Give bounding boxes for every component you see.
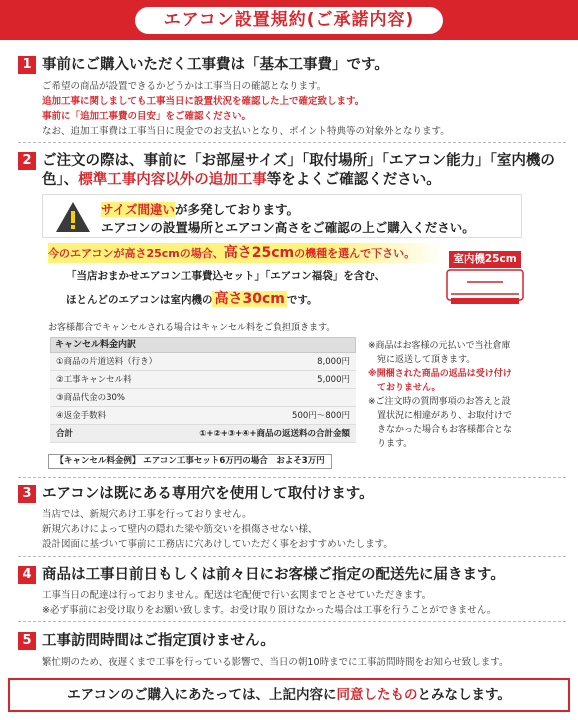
table-row bbox=[50, 389, 356, 407]
page-title: エアコン設置規約(ご承諾内容) bbox=[135, 7, 443, 34]
note-line: 宛に返送して頂きます。 bbox=[377, 355, 476, 365]
air-conditioner-icon bbox=[445, 268, 525, 308]
note-line: きなかった場合もお客様都合とな bbox=[377, 425, 513, 435]
divider bbox=[18, 142, 566, 143]
footer-text: とみなします。 bbox=[417, 687, 511, 703]
row-label: ③商品代金の30% bbox=[56, 393, 126, 403]
title-text: 等をよくご確認ください。 bbox=[266, 172, 441, 188]
height-text: の機種を選んで下さい。 bbox=[294, 247, 416, 260]
body-line: 設計図面に基づいて事前に工務店に穴あけしていただく事をおすすめいたします。 bbox=[42, 539, 393, 550]
footer-text: エアコンのご購入にあたっては、上記内容に bbox=[67, 687, 337, 703]
row-value: 8,000円 bbox=[317, 357, 350, 367]
warning-line1 bbox=[101, 200, 299, 218]
body-line: なお、追加工事費は工事当日に現金でのお支払いとなり、ポイント特典等の対象外となります。 bbox=[42, 126, 450, 137]
section-title: エアコンは既にある専用穴を使用して取付けます。 bbox=[42, 486, 374, 502]
section-title-line2 bbox=[42, 170, 441, 190]
row-value: 500円〜800円 bbox=[292, 411, 350, 421]
note-line: ります。 bbox=[377, 439, 413, 449]
cancel-note: お客様都合でキャンセルされる場合はキャンセル料をご負担頂きます。 bbox=[48, 323, 336, 333]
table-header: キャンセル料金内訳 bbox=[50, 337, 356, 353]
section-number: 2 bbox=[18, 152, 36, 170]
title-text: 色」、 bbox=[42, 172, 79, 188]
row-label: ①商品の片道送料（行き） bbox=[56, 357, 158, 367]
section-title: 事前にご購入いただく工事費は「基本工事費」です。 bbox=[42, 57, 389, 73]
warning-text: が多発しております。 bbox=[175, 202, 300, 217]
body-line: 事前に「追加工事費の目安」をご確認ください。 bbox=[42, 111, 252, 122]
agreement-footer bbox=[8, 678, 570, 712]
height-text: です。 bbox=[286, 294, 318, 306]
section-number: 4 bbox=[18, 566, 36, 584]
body-line: ※必ず事前にお受け取りをお願い致します。お受け取り頂けなかった場合は工事を行うことができません。 bbox=[42, 605, 497, 616]
note-line: 置状況に相違があり、お取付けで bbox=[377, 411, 513, 421]
table-row bbox=[50, 353, 356, 371]
body-line: 工事当日の配達は行っておりません。配送は宅配便で行い玄関までとさせていただきます。 bbox=[42, 590, 432, 601]
divider bbox=[18, 477, 566, 478]
side-notes bbox=[368, 339, 568, 451]
height-30-line bbox=[66, 288, 318, 308]
title-highlight: 標準工事内容以外の追加工事 bbox=[78, 172, 267, 188]
height-emphasis: 高さ30cm bbox=[214, 291, 285, 307]
note-line: ておりません。 bbox=[377, 383, 441, 393]
table-row bbox=[50, 407, 356, 425]
header-bar bbox=[0, 0, 578, 40]
row-value: ①+②+③+④+商品の返送料の合計金額 bbox=[199, 429, 350, 439]
height-text: ほとんどのエアコンは室内機の bbox=[66, 294, 213, 306]
body-line: 繁忙期のため、夜遅くまで工事を行っている影響で、当日の朝10時までに工事訪問時間をお知らせ致します。 bbox=[42, 657, 509, 668]
row-label: ②工事キャンセル料 bbox=[56, 375, 132, 385]
height-emphasis: 高さ25cm bbox=[223, 245, 295, 261]
section-number: 3 bbox=[18, 485, 36, 503]
footer-highlight: 同意したもの bbox=[336, 687, 418, 703]
note-line: ※商品はお客様の元払いで当社倉庫 bbox=[368, 341, 511, 351]
height-25-line bbox=[48, 243, 445, 263]
row-label: 合計 bbox=[56, 429, 74, 439]
warning-box bbox=[42, 194, 522, 238]
section-title-line1: ご注文の際は、事前に「お部屋サイズ」「取付場所」「エアコン能力」「室内機の bbox=[42, 153, 555, 169]
body-line: 追加工事に関しましても工事当日に設置状況を確認した上で確定致します。 bbox=[42, 96, 365, 107]
divider bbox=[18, 556, 566, 557]
section-title: 商品は工事日前日もしくは前々日にお客様ご指定の配送先に届きます。 bbox=[42, 567, 505, 583]
body-line: 新規穴あけによって壁内の隠れた梁や筋交いを損傷させない様、 bbox=[42, 524, 318, 535]
section-body bbox=[42, 79, 450, 139]
section-body bbox=[42, 588, 496, 618]
section-title: 工事訪問時間はご指定頂けません。 bbox=[42, 633, 275, 649]
row-label: ④返金手数料 bbox=[56, 411, 107, 421]
warning-highlight: サイズ間違い bbox=[101, 202, 176, 217]
divider bbox=[18, 621, 566, 622]
section-number: 5 bbox=[18, 632, 36, 650]
note-line: ※ご注文時の質問事項のお答えと設 bbox=[368, 397, 511, 407]
warning-icon bbox=[55, 201, 91, 233]
note-line: ※開梱された商品の返品は受け付け bbox=[368, 369, 512, 379]
cancel-fee-example: 【キャンセル料金例】 エアコン工事セット6万円の場合 およそ3万円 bbox=[48, 454, 332, 469]
cancel-fee-table bbox=[50, 337, 356, 443]
row-value: 5,000円 bbox=[317, 375, 350, 385]
indoor-unit-label: 室内機25cm bbox=[449, 251, 521, 268]
body-line: ご希望の商品が設置できるかどうかは工事当日の確認となります。 bbox=[42, 81, 327, 92]
height-text: 今のエアコンが高さ25cmの場合、 bbox=[48, 247, 224, 260]
body-line: 当店では、新規穴あけ工事を行っておりません。 bbox=[42, 509, 252, 520]
warning-line2: エアコンの設置場所とエアコン高さをご確認の上ご購入ください。 bbox=[101, 220, 475, 235]
set-note-line: 「当店おまかせエアコン工事費込セット」「エアコン福袋」を含む、 bbox=[66, 270, 386, 282]
table-row bbox=[50, 371, 356, 389]
section-body bbox=[42, 655, 508, 670]
section-body bbox=[42, 507, 393, 552]
section-number: 1 bbox=[18, 56, 36, 74]
table-total-row bbox=[50, 425, 356, 443]
